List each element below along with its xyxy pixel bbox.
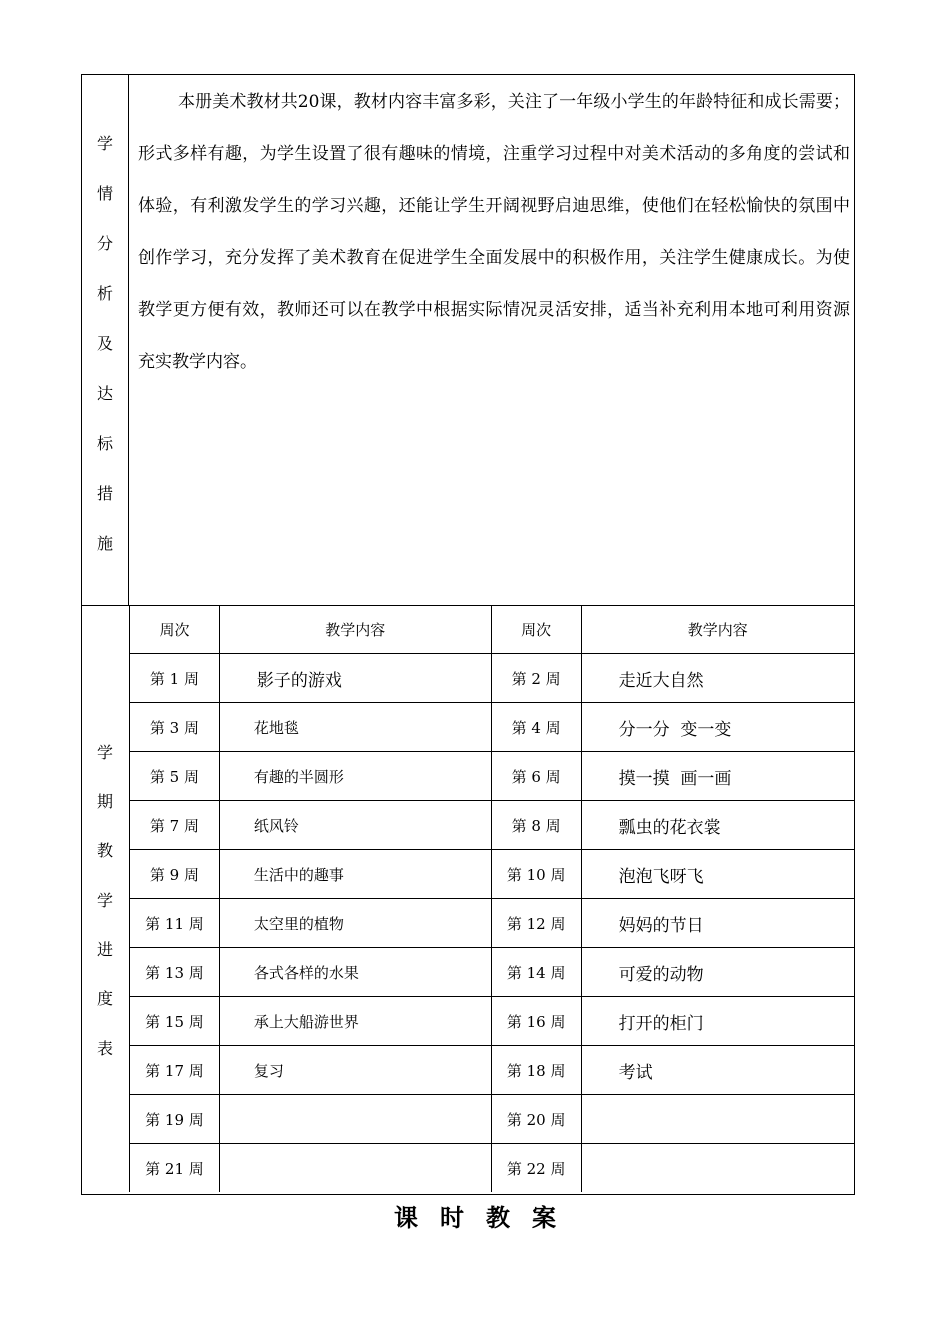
table-row <box>130 703 855 752</box>
content-cell: 可爱的动物 <box>581 948 854 997</box>
week-cell: 第 9 周 <box>130 850 220 899</box>
table-row <box>130 997 855 1046</box>
analysis-paragraph: 本册美术教材共20课，教材内容丰富多彩，关注了一年级小学生的年龄特征和成长需要；形式多样有趣，为学生设置了很有趣味的情境，注重学习过程中对美术活动的多角度的尝试和体验，有利激发学生的学习兴趣，还能让学生开阔视野启迪思维，使他们在轻松愉快的氛围中创作学习，充分发挥了美术教育在促进学生全面发展中的积极作用，关注学生健康成长。为使教学更方便有效，教师还可以在教学中根据实际情况灵活安排，适当补充利用本地可利用资源充实教学内容。 <box>138 92 850 372</box>
week-cell: 第 22 周 <box>491 1144 581 1193</box>
schedule-table <box>129 605 854 1192</box>
content-cell <box>581 1144 854 1193</box>
schedule-label-char: 进 <box>96 940 113 959</box>
table-row <box>130 850 855 899</box>
week-cell: 第 15 周 <box>130 997 220 1046</box>
week-cell: 第 6 周 <box>491 752 581 801</box>
week-cell: 第 1 周 <box>130 654 220 703</box>
analysis-label-char: 情 <box>96 184 113 203</box>
content-cell <box>219 1144 491 1193</box>
content-cell: 瓢虫的花衣裳 <box>581 801 854 850</box>
content-cell: 承上大船游世界 <box>219 997 491 1046</box>
week-cell: 第 12 周 <box>491 899 581 948</box>
analysis-label-char: 学 <box>96 134 113 153</box>
content-cell: 各式各样的水果 <box>219 948 491 997</box>
schedule-label-char: 表 <box>96 1039 113 1058</box>
week-cell: 第 21 周 <box>130 1144 220 1193</box>
analysis-label-char: 措 <box>96 484 113 503</box>
content-cell: 生活中的趣事 <box>219 850 491 899</box>
content-cell: 纸风铃 <box>219 801 491 850</box>
content-cell: 复习 <box>219 1046 491 1095</box>
table-row <box>130 752 855 801</box>
analysis-section <box>82 75 854 606</box>
week-cell: 第 11 周 <box>130 899 220 948</box>
week-cell: 第 7 周 <box>130 801 220 850</box>
week-cell: 第 20 周 <box>491 1095 581 1144</box>
content-cell: 泡泡飞呀飞 <box>581 850 854 899</box>
week-cell: 第 13 周 <box>130 948 220 997</box>
content-cell: 影子的游戏 <box>219 654 491 703</box>
content-cell: 打开的柜门 <box>581 997 854 1046</box>
schedule-header-row <box>130 605 855 654</box>
content-header: 教学内容 <box>581 605 854 654</box>
content-cell: 分一分 变一变 <box>581 703 854 752</box>
document-table <box>81 74 855 1195</box>
week-cell: 第 10 周 <box>491 850 581 899</box>
content-cell: 花地毯 <box>219 703 491 752</box>
analysis-label-char: 分 <box>96 234 113 253</box>
week-cell: 第 4 周 <box>491 703 581 752</box>
lesson-plan-title: 课时教案 <box>394 1203 578 1232</box>
analysis-label-char: 及 <box>96 334 113 353</box>
table-row <box>130 948 855 997</box>
week-cell: 第 19 周 <box>130 1095 220 1144</box>
table-row <box>130 654 855 703</box>
week-cell: 第 17 周 <box>130 1046 220 1095</box>
week-cell: 第 18 周 <box>491 1046 581 1095</box>
week-header: 周次 <box>130 605 220 654</box>
week-cell: 第 5 周 <box>130 752 220 801</box>
analysis-side-label <box>82 75 129 605</box>
schedule-label-char: 学 <box>96 743 113 762</box>
analysis-label-char: 施 <box>96 534 113 553</box>
content-cell: 摸一摸 画一画 <box>581 752 854 801</box>
schedule-side-label <box>82 605 129 1194</box>
content-header: 教学内容 <box>219 605 491 654</box>
table-row <box>130 1095 855 1144</box>
analysis-label-char: 析 <box>96 284 113 303</box>
content-cell <box>219 1095 491 1144</box>
schedule-label-char: 学 <box>96 891 113 910</box>
content-cell: 走近大自然 <box>581 654 854 703</box>
week-cell: 第 14 周 <box>491 948 581 997</box>
content-cell: 有趣的半圆形 <box>219 752 491 801</box>
week-cell: 第 2 周 <box>491 654 581 703</box>
week-cell: 第 8 周 <box>491 801 581 850</box>
analysis-label-char: 标 <box>96 434 113 453</box>
analysis-label-char: 达 <box>96 384 113 403</box>
content-cell: 太空里的植物 <box>219 899 491 948</box>
table-row <box>130 801 855 850</box>
week-cell: 第 16 周 <box>491 997 581 1046</box>
table-row <box>130 1144 855 1193</box>
week-header: 周次 <box>491 605 581 654</box>
table-row <box>130 1046 855 1095</box>
schedule-label-char: 度 <box>96 989 113 1008</box>
table-row <box>130 899 855 948</box>
schedule-label-char: 教 <box>96 841 113 860</box>
content-cell <box>581 1095 854 1144</box>
content-cell: 妈妈的节日 <box>581 899 854 948</box>
content-cell: 考试 <box>581 1046 854 1095</box>
schedule-label-char: 期 <box>96 792 113 811</box>
week-cell: 第 3 周 <box>130 703 220 752</box>
